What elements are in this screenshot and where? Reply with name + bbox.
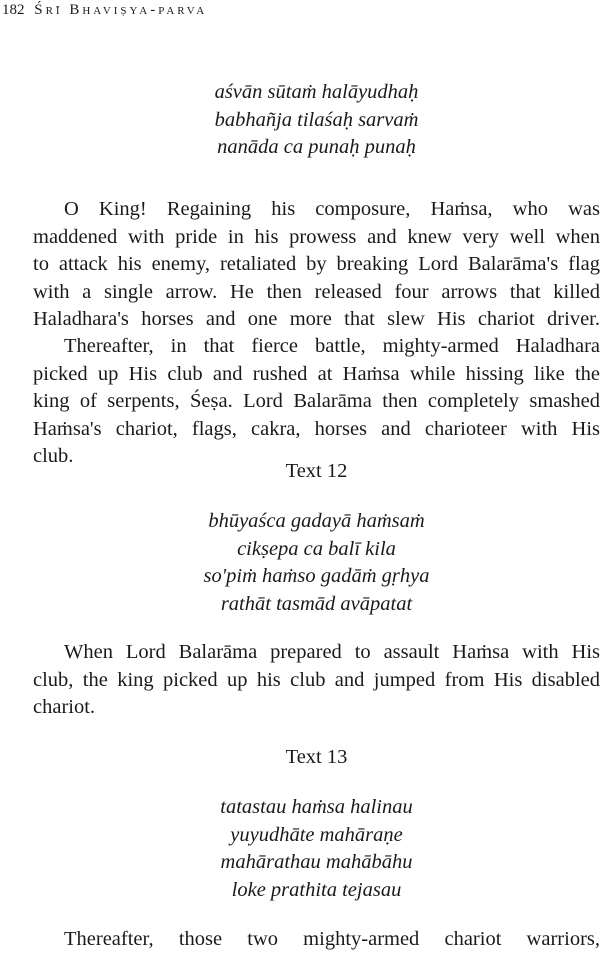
paragraph-line: Haṁsa's chariot, flags, cakra, horses and charioteer with His [33,417,600,440]
paragraph-line: to attack his enemy, retaliated by breaking Lord Balarāma's flag [33,253,600,275]
paragraph-line: Thereafter, those two mighty-armed chariot warriors, [64,928,600,950]
paragraph-line: When Lord Balarāma prepared to assault Haṁsa with His [64,641,600,663]
verse-line: loke prathita tejasau [231,878,402,901]
running-title: Śrī Bhaviṣya-parva [34,2,208,18]
verse-block-1 [33,79,600,162]
verse-line: babhañja tilaśaḥ sarvaṁ [214,108,419,131]
paragraph-3 [33,639,600,722]
paragraph-line: maddened with pride in his prowess and knew very well when [33,225,600,248]
verse-line: so'piṁ haṁso gadāṁ gṛhya [203,565,430,587]
verse-line: cikṣepa ca balī kila [237,537,396,560]
verse-line: yuyudhāte mahāraṇe [230,823,403,846]
paragraph-line: club, the king picked up his club and jumped from His disabled [33,668,600,691]
paragraph-line: club. [33,445,74,467]
verse-line: mahārathau mahābāhu [220,851,413,873]
paragraph-4 [33,926,600,954]
paragraph-line: Thereafter, in that fierce battle, mighty-armed Haladhara [64,335,600,357]
paragraph-1 [33,196,600,334]
paragraph-line: Haladhara's horses and one more that slew His chariot driver. [33,308,600,330]
verse-line: bhūyaśca gadayā haṁsaṁ [208,510,425,532]
verse-line: rathāt tasmād avāpatat [220,592,413,615]
verse-line: aśvān sūtaṁ halāyudhaḥ [214,81,419,103]
verse-block-2 [33,508,600,618]
paragraph-line: O King! Regaining his composure, Haṁsa, who was [64,198,600,220]
verse-block-3 [33,794,600,904]
paragraph-line: king of serpents, Śeṣa. Lord Balarāma then completely smashed [33,390,600,412]
paragraph-line: with a single arrow. He then released four arrows that killed [33,280,600,303]
verse-line: nanāda ca punaḥ punaḥ [217,136,416,158]
text-12-heading: Text 12 [285,460,348,482]
page-number: 182 [2,2,25,18]
paragraph-2 [33,333,600,471]
paragraph-line: picked up His club and rushed at Haṁsa while hissing like the [33,362,600,385]
text-13-heading: Text 13 [285,746,348,768]
running-header [2,2,207,19]
paragraph-line: chariot. [33,696,96,718]
verse-line: tatastau haṁsa halinau [220,796,413,818]
